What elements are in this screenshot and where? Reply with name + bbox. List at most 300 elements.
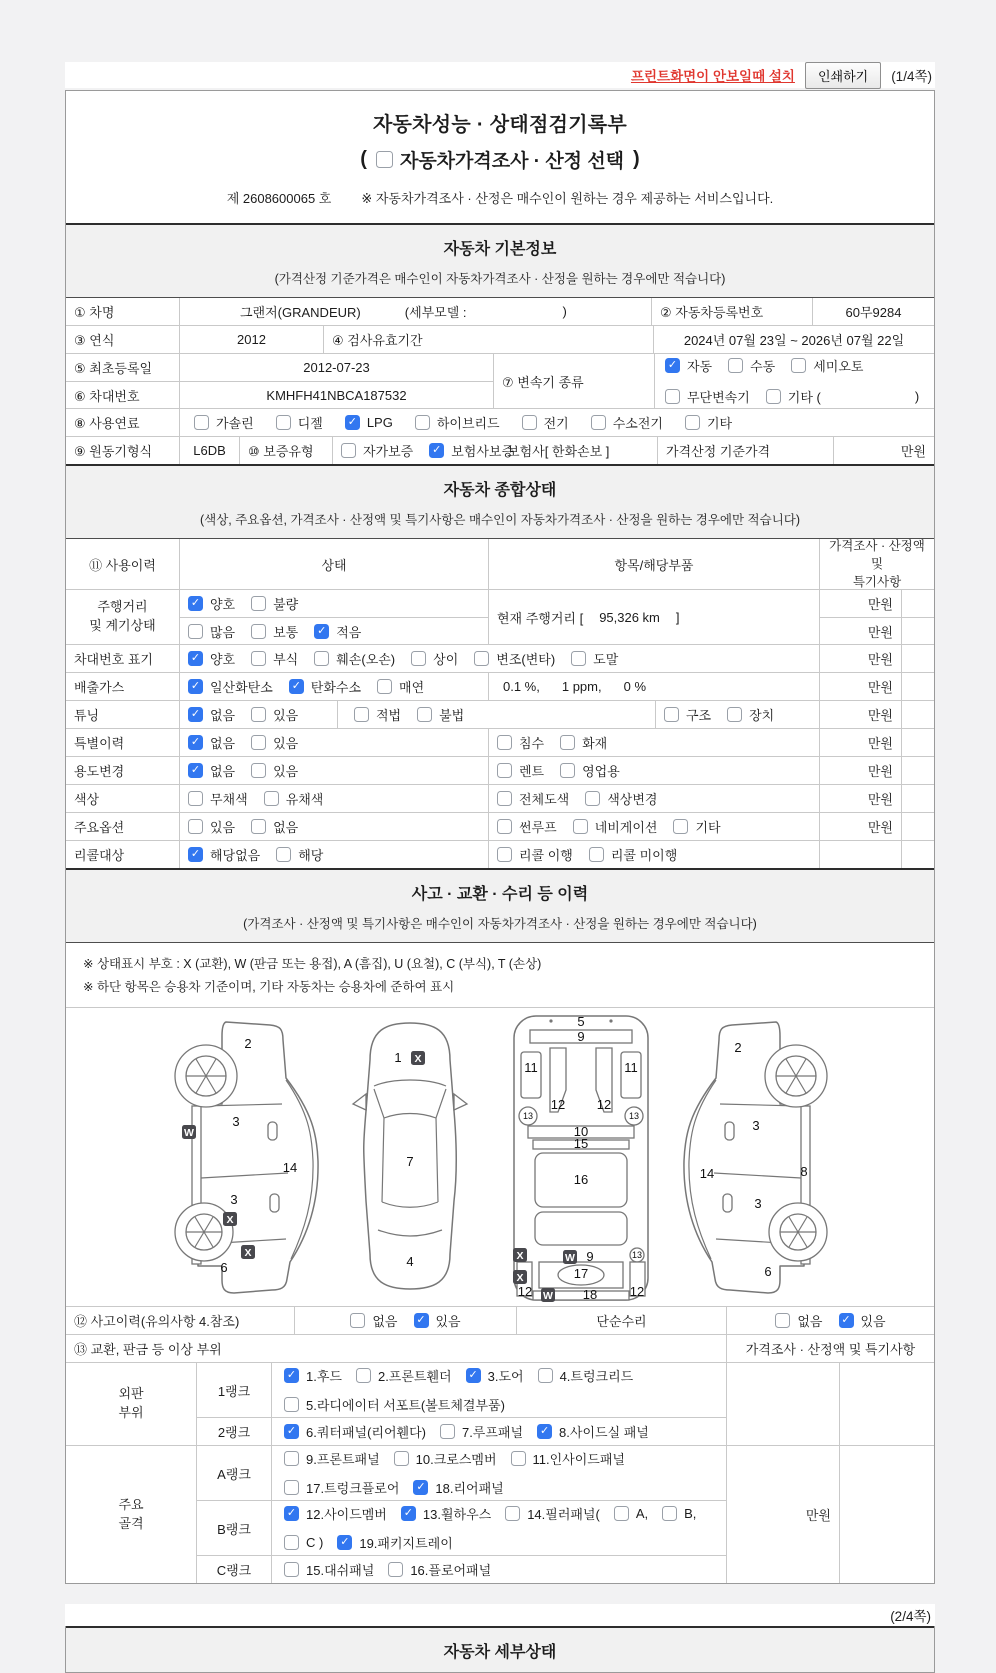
diagram-zone-label: 3 — [232, 1114, 240, 1129]
checkbox-label: 썬루프 — [519, 820, 557, 835]
checkbox-option — [284, 1560, 374, 1579]
diagram-zone-label: 13 — [522, 1111, 534, 1121]
unchecked-checkbox[interactable] — [673, 819, 688, 834]
tuning-price: 만원 — [819, 701, 901, 728]
checkbox-option — [314, 649, 395, 668]
frame-line1: 주요 — [118, 1496, 144, 1512]
warranty-label: ⑩ 보증유형 — [239, 437, 332, 464]
checkbox-label: 기타 — [695, 820, 721, 835]
page2-bar — [65, 1604, 935, 1626]
checkbox-label: 디젤 — [297, 416, 323, 431]
emission-options — [179, 673, 488, 700]
checkbox-option — [350, 1311, 397, 1330]
unchecked-checkbox[interactable] — [791, 358, 806, 373]
checked-checkbox[interactable] — [537, 1424, 552, 1439]
accident-section-header — [66, 868, 934, 942]
unchecked-checkbox[interactable] — [505, 1506, 520, 1521]
diagram-zone-label: 2 — [244, 1036, 252, 1051]
checked-checkbox[interactable] — [665, 358, 680, 373]
checkbox-label: 자가보증 — [363, 444, 414, 459]
unchecked-checkbox[interactable] — [474, 651, 489, 666]
basic-info-title: 자동차 기본정보 — [443, 241, 557, 258]
tuning-label: 튜닝 — [74, 708, 100, 723]
checkbox-label: 리콜 이행 — [519, 848, 573, 863]
checked-checkbox[interactable] — [413, 1480, 428, 1495]
usage-change-price: 만원 — [819, 757, 901, 784]
emission-label: 배출가스 — [74, 680, 125, 695]
unchecked-checkbox[interactable] — [522, 415, 537, 430]
document-column — [65, 62, 935, 1673]
unchecked-checkbox[interactable] — [591, 415, 606, 430]
tuning-g3 — [655, 701, 819, 728]
checkbox-label: 양호 — [210, 652, 236, 667]
unchecked-checkbox[interactable] — [251, 651, 266, 666]
main-options-group2 — [497, 817, 721, 836]
overall-title: 자동차 종합상태 — [443, 482, 557, 499]
checkbox-label: 무채색 — [210, 792, 248, 807]
frame-line2: 골격 — [118, 1515, 144, 1531]
checkbox-label: 색상변경 — [607, 792, 658, 807]
vin-display-options — [179, 645, 819, 672]
unchecked-checkbox[interactable] — [497, 763, 512, 778]
document-number: 제 2608600065 호 — [226, 191, 332, 206]
damage-marker: X — [244, 1246, 252, 1259]
checkbox-option — [377, 677, 424, 696]
warranty-options-cell — [332, 437, 657, 464]
checked-checkbox[interactable] — [414, 1313, 429, 1328]
checkbox-option — [589, 845, 677, 864]
recall-group1 — [188, 845, 323, 864]
special-label: 특별이력 — [74, 736, 125, 751]
damage-marker: X — [226, 1213, 234, 1226]
engine-label: ⑨ 원동기형식 — [74, 444, 153, 459]
checkbox-label: 12.사이드멤버 — [306, 1507, 387, 1522]
checked-checkbox[interactable] — [188, 735, 203, 750]
diagram-zone-label: 6 — [220, 1260, 228, 1275]
unchecked-checkbox[interactable] — [188, 791, 203, 806]
unchecked-checkbox[interactable] — [284, 1451, 299, 1466]
mileage-state2-cell — [179, 617, 488, 644]
inspection-period: 2024년 07월 23일 ~ 2026년 07월 22일 — [653, 326, 934, 353]
unchecked-checkbox[interactable] — [727, 707, 742, 722]
checkbox-option — [839, 1311, 886, 1330]
mileage-label-line2: 및 계기상태 — [89, 618, 156, 633]
checked-checkbox[interactable] — [284, 1506, 299, 1521]
unchecked-checkbox[interactable] — [497, 791, 512, 806]
usage-change-extra — [901, 757, 934, 784]
checkbox-option — [388, 1560, 491, 1579]
warranty-checkbox-group — [341, 441, 514, 460]
checkbox-option — [188, 733, 235, 752]
diagram-zone-label: 3 — [754, 1196, 762, 1211]
checked-checkbox[interactable] — [839, 1313, 854, 1328]
unchecked-checkbox[interactable] — [276, 415, 291, 430]
unchecked-checkbox[interactable] — [665, 389, 680, 404]
unchecked-checkbox[interactable] — [377, 679, 392, 694]
checked-checkbox[interactable] — [188, 763, 203, 778]
damage-marker: X — [516, 1249, 524, 1262]
unchecked-checkbox[interactable] — [440, 1424, 455, 1439]
unchecked-checkbox[interactable] — [394, 1451, 409, 1466]
checkbox-label: LPG — [366, 415, 393, 430]
accident-body — [66, 942, 934, 1583]
unchecked-checkbox[interactable] — [497, 819, 512, 834]
print-button[interactable]: 인쇄하기 — [805, 62, 881, 89]
tuning-group3 — [664, 705, 774, 724]
detail-section-header — [66, 1626, 934, 1672]
unchecked-checkbox[interactable] — [497, 735, 512, 750]
checked-checkbox[interactable] — [345, 415, 360, 430]
frame-extra-cell — [839, 1445, 934, 1583]
diagram-zone-label: 6 — [764, 1264, 772, 1279]
checkbox-option — [665, 387, 750, 406]
mileage-label-line1: 주행거리 — [97, 599, 148, 615]
usage-change-group1 — [188, 761, 298, 780]
checkbox-label: 리콜 미이행 — [610, 848, 678, 863]
unchecked-checkbox[interactable] — [538, 1368, 553, 1383]
unchecked-checkbox[interactable] — [775, 1313, 790, 1328]
damage-marker: W — [184, 1126, 194, 1139]
overall-subtitle: (색상, 주요옵션, 가격조사 · 산정액 및 특기사항은 매수인이 자동차가격조사 · 산정을 원하는 경우에만 적습니다) — [199, 513, 801, 527]
checkbox-label: 상이 — [433, 652, 459, 667]
main-options-g1 — [179, 813, 488, 840]
checkbox-option — [284, 1366, 342, 1385]
diagram-zone-label: 10 — [573, 1124, 589, 1139]
unchecked-checkbox[interactable] — [251, 763, 266, 778]
checkbox-label: 불법 — [439, 708, 465, 723]
checkbox-option — [662, 1506, 696, 1521]
checkbox-option — [415, 413, 500, 432]
vin-value: KMHFH41NBCA187532 — [179, 381, 493, 408]
unchecked-checkbox[interactable] — [354, 707, 369, 722]
emission-hc-value: 1 ppm, — [561, 679, 602, 694]
special-g1 — [179, 729, 488, 756]
plain-text: ) — [914, 389, 920, 404]
checkbox-option — [251, 705, 298, 724]
rankB-group — [284, 1504, 714, 1552]
checkbox-option — [251, 761, 298, 780]
checkbox-option — [665, 356, 712, 375]
unchecked-checkbox[interactable] — [766, 389, 781, 404]
checked-checkbox[interactable] — [284, 1424, 299, 1439]
unchecked-checkbox[interactable] — [188, 819, 203, 834]
checkbox-label: 6.쿼터패널(리어휀다) — [306, 1425, 426, 1440]
mileage-state2-group — [188, 622, 361, 641]
recall-price — [819, 841, 901, 868]
checkbox-label: 전체도색 — [519, 792, 570, 807]
checkbox-label: 양호 — [210, 597, 236, 612]
outer-panel-line1: 외판 — [118, 1386, 144, 1402]
recall-extra — [901, 841, 934, 868]
checkbox-label: 적음 — [336, 624, 362, 640]
checkbox-label: 있음 — [273, 708, 299, 723]
checkbox-option — [337, 1533, 452, 1552]
accident-subtitle: (가격조사 · 산정액 및 특기사항은 매수인이 자동차가격조사 · 산정을 원하는 경우에만 적습니다) — [243, 917, 757, 931]
checkbox-label: 불량 — [273, 597, 299, 612]
checked-checkbox[interactable] — [188, 651, 203, 666]
unchecked-checkbox[interactable] — [415, 415, 430, 430]
mileage-price1: 만원 — [819, 590, 901, 617]
col-header-item: 항목/해당부품 — [488, 539, 819, 589]
vin-display-extra — [901, 645, 934, 672]
basic-info-subtitle: (가격산정 기준가격은 매수인이 자동차가격조사 · 산정을 원하는 경우에만 적습니다) — [274, 272, 726, 286]
unchecked-checkbox[interactable] — [350, 1313, 365, 1328]
page-indicator: (1/4쪽) — [891, 69, 932, 84]
print-helper-install-link[interactable]: 프린트화면이 안보일때 설치 — [630, 69, 795, 84]
unchecked-checkbox[interactable] — [728, 358, 743, 373]
diagram-zone-label: 14 — [699, 1166, 715, 1181]
checkbox-option — [341, 441, 413, 460]
checkbox-option — [284, 1478, 399, 1497]
checkbox-label: 장치 — [749, 708, 775, 723]
unchecked-checkbox[interactable] — [573, 819, 588, 834]
checkbox-label: 영업용 — [582, 764, 620, 779]
unchecked-checkbox[interactable] — [388, 1562, 403, 1577]
unchecked-checkbox[interactable] — [251, 624, 266, 639]
unchecked-checkbox[interactable] — [417, 707, 432, 722]
checkbox-label: 화재 — [582, 736, 608, 751]
checkbox-option — [727, 705, 774, 724]
rank2-group — [284, 1422, 649, 1441]
color-g2 — [488, 785, 819, 812]
unchecked-checkbox[interactable] — [560, 763, 575, 778]
unchecked-checkbox[interactable] — [560, 735, 575, 750]
year-value: 2012 — [179, 326, 323, 353]
checkbox-option — [417, 705, 464, 724]
unchecked-checkbox[interactable] — [376, 151, 393, 168]
checkbox-option — [284, 1535, 323, 1550]
checkbox-option — [251, 733, 298, 752]
unchecked-checkbox[interactable] — [251, 707, 266, 722]
checkbox-option — [188, 705, 235, 724]
rank1-label: 1랭크 — [196, 1363, 271, 1417]
main-options-price: 만원 — [819, 813, 901, 840]
unchecked-checkbox[interactable] — [356, 1368, 371, 1383]
col-header-usage: ⑪ 사용이력 — [89, 557, 156, 573]
mileage-price2: 만원 — [819, 617, 901, 644]
checkbox-label: 하이브리드 — [436, 416, 500, 431]
color-group1 — [188, 789, 323, 808]
paren-close: ) — [633, 148, 640, 170]
unchecked-checkbox[interactable] — [276, 847, 291, 862]
checkbox-label: 4.트렁크리드 — [559, 1369, 634, 1384]
unchecked-checkbox[interactable] — [585, 791, 600, 806]
checkbox-label: 없음 — [210, 708, 236, 723]
color-extra — [901, 785, 934, 812]
unchecked-checkbox[interactable] — [664, 707, 679, 722]
checkbox-label: 훼손(오손) — [336, 652, 396, 667]
checkbox-option — [188, 677, 273, 696]
rankB-options — [271, 1500, 726, 1555]
checkbox-option — [284, 1422, 426, 1441]
checkbox-label: 9.프론트패널 — [306, 1452, 380, 1467]
checkbox-label: 해당없음 — [210, 848, 261, 863]
checkbox-label: 수동 — [750, 359, 776, 374]
checkbox-option — [194, 413, 254, 432]
checkbox-option — [188, 649, 235, 668]
diagram-zone-label: 14 — [282, 1160, 298, 1175]
unchecked-checkbox[interactable] — [284, 1535, 299, 1550]
checked-checkbox[interactable] — [188, 596, 203, 611]
basic-info-section-header — [66, 223, 934, 297]
checked-checkbox[interactable] — [188, 679, 203, 694]
vin-display-price: 만원 — [819, 645, 901, 672]
checkbox-option — [376, 146, 624, 173]
checkbox-option — [474, 649, 555, 668]
detail-section-title: 자동차 세부상태 — [443, 1644, 557, 1661]
unchecked-checkbox[interactable] — [571, 651, 586, 666]
checked-checkbox[interactable] — [314, 624, 329, 639]
fuel-label: ⑧ 사용연료 — [74, 416, 140, 431]
checkbox-label: 있음 — [273, 764, 299, 779]
simple-repair-label: 단순수리 — [516, 1307, 726, 1334]
unchecked-checkbox[interactable] — [614, 1506, 629, 1521]
special-extra — [901, 729, 934, 756]
fuel-options-cell — [179, 409, 934, 436]
overall-section-header — [66, 464, 934, 538]
unchecked-checkbox[interactable] — [188, 624, 203, 639]
checkbox-option — [505, 1504, 600, 1523]
checkbox-option — [284, 1504, 387, 1523]
car-name-value: 그랜저(GRANDEUR) — [240, 305, 361, 320]
overall-table — [66, 538, 934, 868]
reg-no-label: ② 자동차등록번호 — [651, 298, 812, 325]
special-group1 — [188, 733, 298, 752]
checked-checkbox[interactable] — [188, 707, 203, 722]
checkbox-option — [276, 845, 323, 864]
unchecked-checkbox[interactable] — [284, 1562, 299, 1577]
checkbox-label: 자동 — [687, 359, 713, 374]
document-meta — [66, 188, 934, 207]
unchecked-checkbox[interactable] — [251, 819, 266, 834]
top-view — [353, 1023, 467, 1289]
diagram-zone-label: 3 — [230, 1192, 238, 1207]
tuning-g2 — [337, 701, 655, 728]
unchecked-checkbox[interactable] — [589, 847, 604, 862]
checked-checkbox[interactable] — [284, 1368, 299, 1383]
document-header — [66, 91, 934, 223]
diagram-zone-label: 7 — [406, 1154, 414, 1169]
diagram-zone-label: 5 — [577, 1014, 585, 1029]
vin-label: ⑥ 차대번호 — [66, 381, 179, 408]
unchecked-checkbox[interactable] — [685, 415, 700, 430]
rankC-group — [284, 1560, 491, 1579]
diagram-zone-label: 13 — [628, 1111, 640, 1121]
rank1-group — [284, 1366, 714, 1414]
unchecked-checkbox[interactable] — [511, 1451, 526, 1466]
right-side-view — [684, 1022, 827, 1293]
transmission-options-cell — [654, 354, 934, 408]
checked-checkbox[interactable] — [401, 1506, 416, 1521]
checked-checkbox[interactable] — [337, 1535, 352, 1550]
tuning-extra — [901, 701, 934, 728]
recall-label: 리콜대상 — [74, 848, 125, 863]
checkbox-label: 13.휠하우스 — [422, 1507, 492, 1522]
rankA-options — [271, 1445, 726, 1500]
main-options-extra — [901, 813, 934, 840]
checkbox-option — [284, 1395, 505, 1414]
diagram-zone-label: 1 — [394, 1050, 402, 1065]
base-price-unit: 만원 — [833, 437, 934, 464]
checkbox-label: 가솔린 — [216, 416, 254, 431]
checked-checkbox[interactable] — [188, 847, 203, 862]
diagram-zone-label: 4 — [406, 1254, 414, 1269]
checked-checkbox[interactable] — [466, 1368, 481, 1383]
reg-no-value: 60무9284 — [812, 298, 934, 325]
diagram-zone-label: 12 — [517, 1284, 533, 1299]
transmission-label: ⑦ 변속기 종류 — [493, 354, 654, 408]
underbody-view — [513, 1014, 648, 1302]
left-side-view — [175, 1022, 318, 1293]
rankA-group — [284, 1449, 714, 1497]
unchecked-checkbox[interactable] — [284, 1480, 299, 1495]
checkbox-label: 있음 — [273, 736, 299, 751]
checkbox-label: 17.트렁크플로어 — [306, 1481, 400, 1496]
checkbox-label: 네비게이션 — [594, 820, 658, 835]
checkbox-option — [289, 677, 361, 696]
checkbox-label: 없음 — [210, 736, 236, 751]
diagram-legend — [66, 943, 934, 1008]
unchecked-checkbox[interactable] — [194, 415, 209, 430]
checkbox-option — [251, 622, 298, 641]
checked-checkbox[interactable] — [289, 679, 304, 694]
unchecked-checkbox[interactable] — [341, 443, 356, 458]
checkbox-label: 없음 — [273, 820, 299, 835]
checkbox-option — [537, 1422, 649, 1441]
submodel-label: (세부모델 : — [404, 305, 467, 320]
unchecked-checkbox[interactable] — [497, 847, 512, 862]
simple-repair-group — [775, 1311, 885, 1330]
unchecked-checkbox[interactable] — [284, 1397, 299, 1412]
checkbox-label: 8.사이드실 패널 — [559, 1425, 649, 1440]
checkbox-label: 18.리어패널 — [435, 1481, 504, 1496]
checkbox-label: 일산화탄소 — [210, 680, 273, 695]
col-header-price-line1: 가격조사 · 산정액 및 — [829, 538, 925, 571]
checkbox-label: 매연 — [399, 680, 425, 695]
unchecked-checkbox[interactable] — [411, 651, 426, 666]
checkbox-option — [571, 649, 618, 668]
checkbox-option — [497, 761, 544, 780]
checkbox-option — [188, 789, 248, 808]
diagram-zone-label: 9 — [577, 1029, 585, 1044]
unchecked-checkbox[interactable] — [251, 735, 266, 750]
rank1-options — [271, 1363, 726, 1417]
document-title: 자동차성능 · 상태점검기록부 — [372, 114, 628, 136]
special-price: 만원 — [819, 729, 901, 756]
unchecked-checkbox[interactable] — [662, 1506, 677, 1521]
first-reg-date: 2012-07-23 — [179, 354, 493, 381]
damage-marker: X — [414, 1052, 422, 1065]
unchecked-checkbox[interactable] — [264, 791, 279, 806]
tuning-group1 — [188, 705, 298, 724]
checked-checkbox[interactable] — [429, 443, 444, 458]
damage-diagram-svg — [160, 1012, 840, 1304]
diagram-zone-label: 17 — [573, 1266, 589, 1281]
price-survey-select-line — [66, 146, 934, 173]
checkbox-label: 기타 — [706, 416, 733, 431]
fuel-checkbox-group — [194, 413, 732, 432]
checkbox-label: 탄화수소 — [310, 680, 362, 695]
unchecked-checkbox[interactable] — [251, 596, 266, 611]
diagram-zone-label: 12 — [596, 1097, 612, 1112]
recall-g1 — [179, 841, 488, 868]
diagram-zone-label: 15 — [573, 1136, 589, 1151]
checkbox-option — [314, 622, 361, 641]
checkbox-label: 2.프론트휀더 — [377, 1369, 452, 1384]
transmission-checkbox-group — [665, 356, 924, 406]
warranty-company: 보험사[ 한화손보 ] — [507, 444, 610, 459]
unchecked-checkbox[interactable] — [314, 651, 329, 666]
